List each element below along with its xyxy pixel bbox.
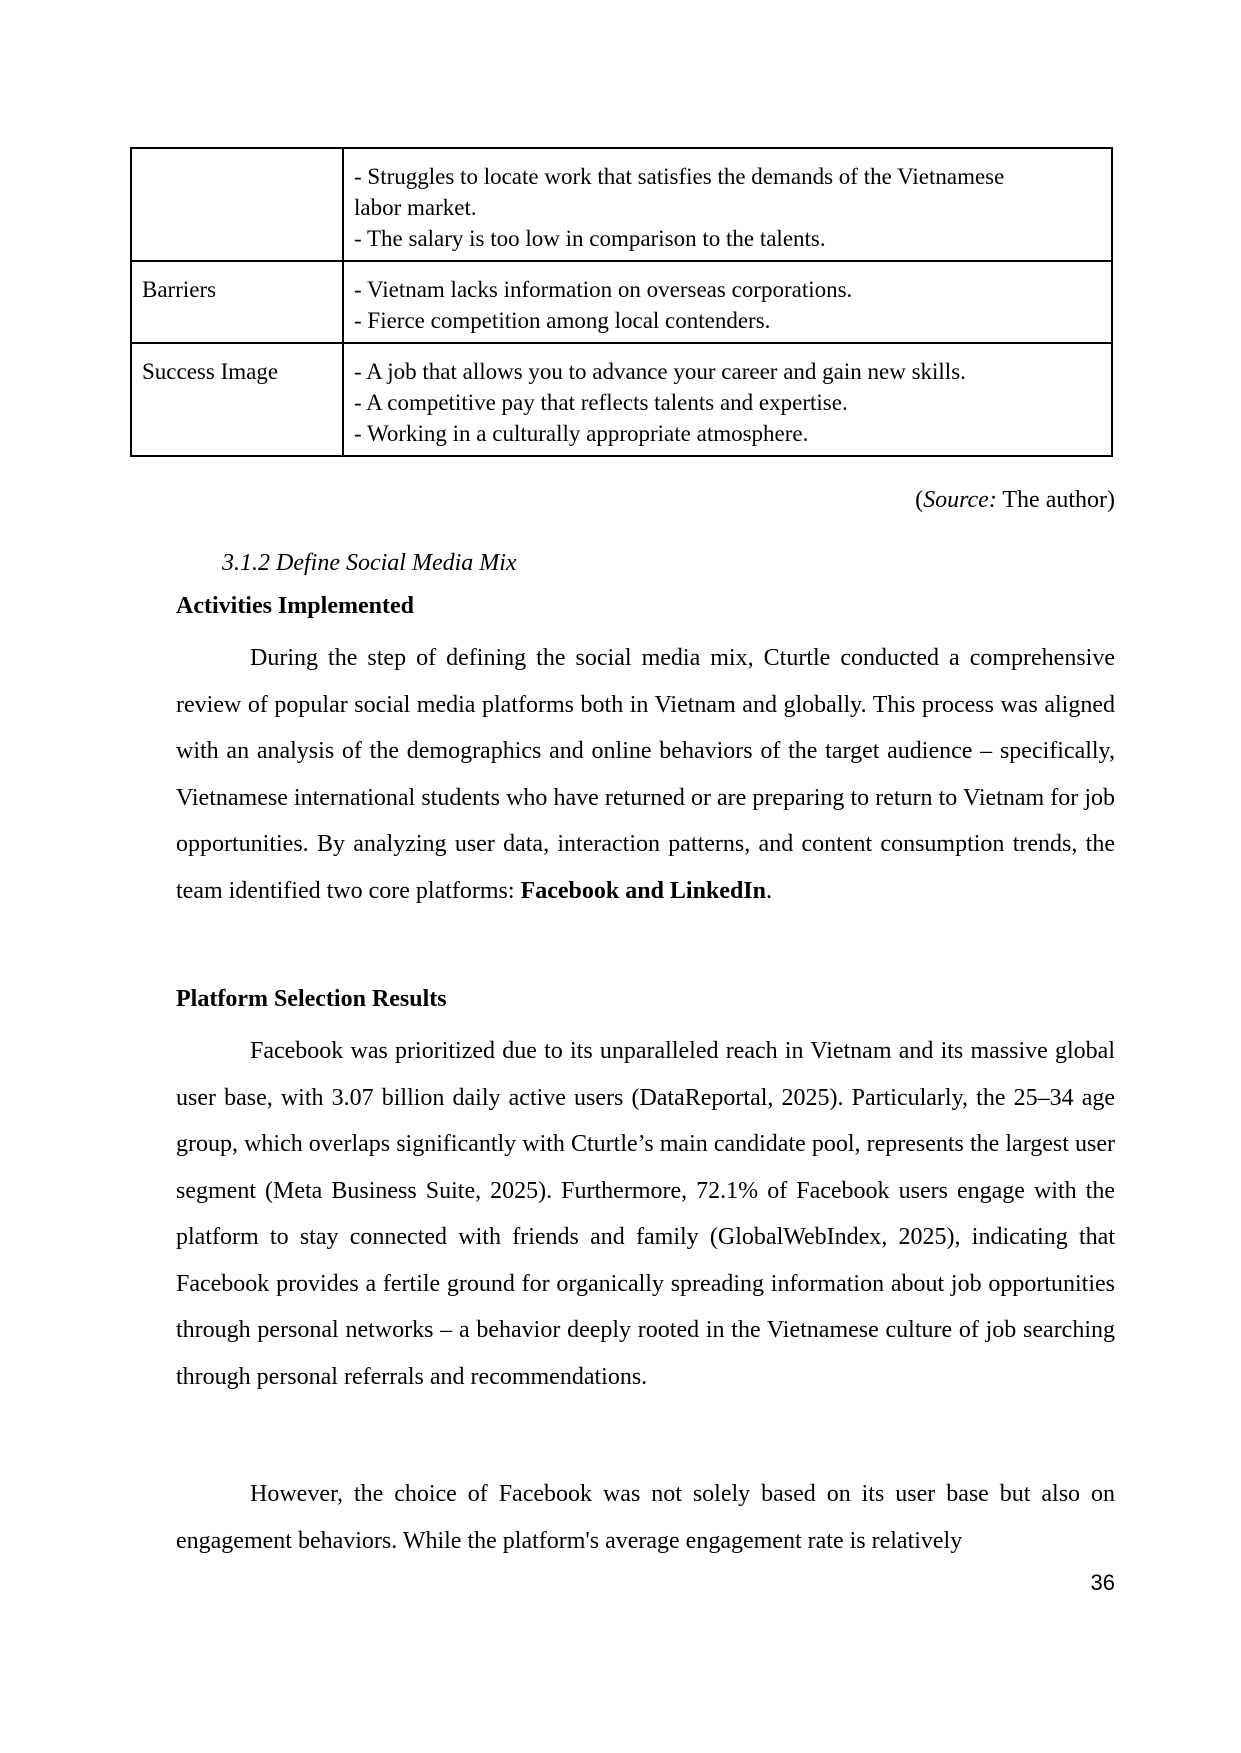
table-cell-line: labor market. bbox=[354, 195, 477, 220]
table-cell-line: - Vietnam lacks information on overseas corporations. bbox=[354, 277, 853, 302]
activities-heading: Activities Implemented bbox=[176, 593, 414, 619]
table-label-cell: Barriers bbox=[131, 261, 343, 343]
source-open-paren: ( bbox=[915, 487, 924, 513]
table-label-cell bbox=[131, 148, 343, 261]
table-cell-line: - The salary is too low in comparison to the talents. bbox=[354, 226, 826, 251]
platform-paragraph-2 bbox=[176, 1471, 1115, 1564]
persona-table bbox=[130, 147, 1113, 457]
activities-paragraph-end: . bbox=[765, 877, 772, 904]
section-subheading: 3.1.2 Define Social Media Mix bbox=[222, 550, 517, 576]
table-label-cell: Success Image bbox=[131, 343, 343, 456]
table-cell-line: - Struggles to locate work that satisfies the demands of the Vietnamese bbox=[354, 164, 1005, 189]
table-row bbox=[131, 148, 1112, 261]
table-content-cell bbox=[343, 148, 1112, 261]
table-source-caption bbox=[915, 487, 1115, 514]
activities-paragraph-bold: Facebook and LinkedIn bbox=[520, 877, 766, 904]
page-number: 36 bbox=[1090, 1570, 1115, 1595]
table-row bbox=[131, 261, 1112, 343]
platform-paragraph-2-text: However, the choice of Facebook was not solely based on its user base but also on engagement behaviors. While the platform's average engagement rate is relatively bbox=[176, 1481, 1115, 1554]
table-cell-line: - Fierce competition among local contenders. bbox=[354, 308, 771, 333]
platform-paragraph-1 bbox=[176, 1028, 1115, 1400]
platform-heading: Platform Selection Results bbox=[176, 986, 447, 1012]
source-text: The author) bbox=[996, 487, 1115, 513]
table-cell-line: - A job that allows you to advance your career and gain new skills. bbox=[354, 359, 966, 384]
table-content-cell bbox=[343, 261, 1112, 343]
activities-paragraph-text: During the step of defining the social media mix, Cturtle conducted a comprehensive review of popular social media platforms both in Vietnam and globally. This process was aligned with an analysis of the demographics and online behaviors of the target audience – specifically, Vietnamese international students who have returned or are preparing to return to Vietnam for job opportunities. By analyzing user data, interaction patterns, and content consumption trends, the team identified two core platforms: bbox=[176, 645, 1115, 904]
platform-paragraph-1-text: Facebook was prioritized due to its unparalleled reach in Vietnam and its massive global user base, with 3.07 billion daily active users (DataReportal, 2025). Particularly, the 25–34 age group, which overlaps significantly with Cturtle’s main candidate pool, represents the largest user segment (Meta Business Suite, 2025). Furthermore, 72.1% of Facebook users engage with the platform to stay connected with friends and family (GlobalWebIndex, 2025), indicating that Facebook provides a fertile ground for organically spreading information about job opportunities through personal networks – a behavior deeply rooted in the Vietnamese culture of job searching through personal referrals and recommendations. bbox=[176, 1038, 1115, 1390]
source-label: Source: bbox=[923, 487, 997, 513]
activities-paragraph bbox=[176, 635, 1115, 914]
table-row bbox=[131, 343, 1112, 456]
table-content-cell bbox=[343, 343, 1112, 456]
table-cell-line: - A competitive pay that reflects talents and expertise. bbox=[354, 390, 848, 415]
table-cell-line: - Working in a culturally appropriate atmosphere. bbox=[354, 421, 809, 446]
